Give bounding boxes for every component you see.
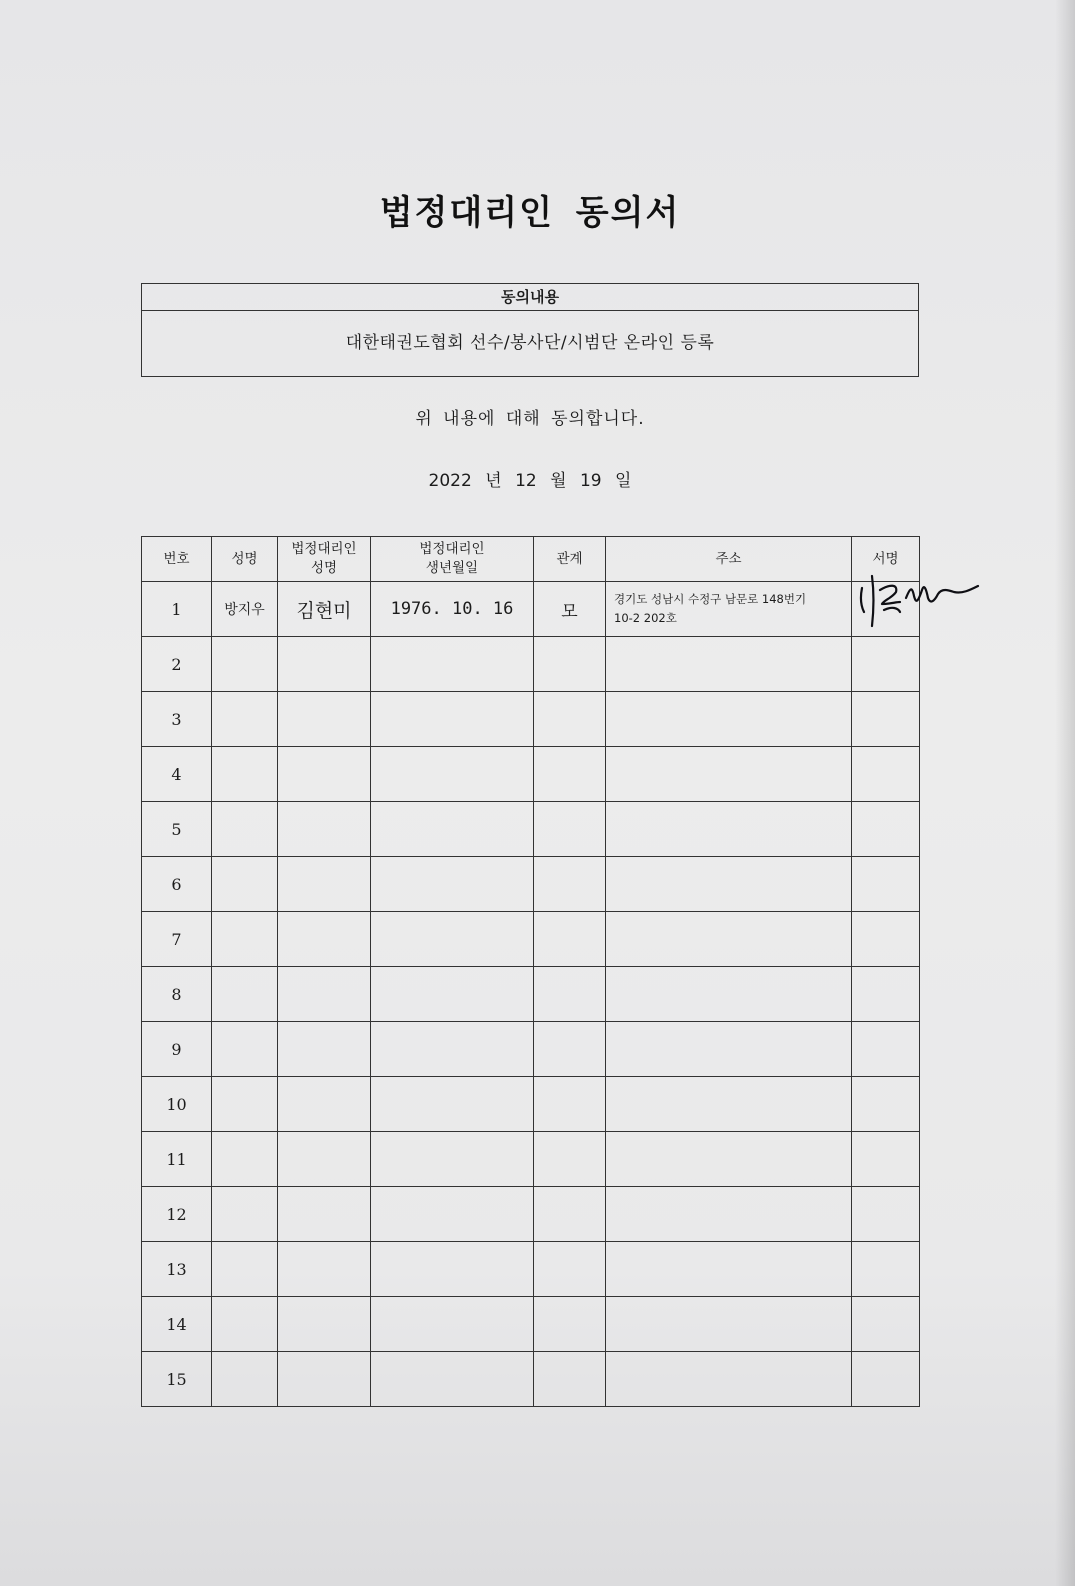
header-name: 성명 bbox=[212, 537, 278, 582]
relation-cell bbox=[534, 1022, 606, 1077]
guardian-birth-cell bbox=[371, 1077, 534, 1132]
row-number-cell: 9 bbox=[142, 1022, 212, 1077]
paper-edge-shadow bbox=[1055, 0, 1075, 1586]
guardian-birth-cell bbox=[371, 1297, 534, 1352]
signature-cell bbox=[852, 1132, 920, 1187]
header-guardian-name: 법정대리인 성명 bbox=[278, 537, 371, 582]
relation-cell bbox=[534, 1132, 606, 1187]
guardian-roster-table bbox=[141, 536, 920, 1407]
address-cell bbox=[606, 1297, 852, 1352]
address-cell bbox=[606, 1132, 852, 1187]
row-number-cell: 11 bbox=[142, 1132, 212, 1187]
signature-cell bbox=[852, 582, 920, 637]
student-name-cell bbox=[212, 857, 278, 912]
date-month: 12 bbox=[515, 471, 537, 491]
table-header-row bbox=[142, 537, 920, 582]
guardian-birth-cell bbox=[371, 967, 534, 1022]
agree-statement: 위 내용에 대해 동의합니다. bbox=[415, 409, 645, 429]
address-cell bbox=[606, 1352, 852, 1407]
guardian-birth-cell bbox=[371, 1187, 534, 1242]
address-cell bbox=[606, 912, 852, 967]
header-relation: 관계 bbox=[534, 537, 606, 582]
signature-cell bbox=[852, 802, 920, 857]
student-name-cell bbox=[212, 1297, 278, 1352]
relation-cell bbox=[534, 692, 606, 747]
header-number: 번호 bbox=[142, 537, 212, 582]
student-name-cell bbox=[212, 1242, 278, 1297]
guardian-name-cell bbox=[278, 1132, 371, 1187]
student-name-cell bbox=[212, 967, 278, 1022]
row-number-cell: 13 bbox=[142, 1242, 212, 1297]
table-row bbox=[142, 637, 920, 692]
student-name-cell bbox=[212, 1022, 278, 1077]
address-cell bbox=[606, 1187, 852, 1242]
signature-cell bbox=[852, 692, 920, 747]
guardian-name-cell bbox=[278, 747, 371, 802]
guardian-birth-cell bbox=[371, 802, 534, 857]
consent-text: 대한태권도협회 선수/봉사단/시범단 온라인 등록 bbox=[345, 333, 715, 353]
guardian-birth-cell bbox=[371, 1242, 534, 1297]
guardian-name-cell bbox=[278, 1297, 371, 1352]
table-row bbox=[142, 582, 920, 637]
address-cell bbox=[606, 1242, 852, 1297]
relation-cell bbox=[534, 857, 606, 912]
relation-cell: 모 bbox=[534, 582, 606, 637]
relation-cell bbox=[534, 967, 606, 1022]
guardian-birth-cell: 1976. 10. 16 bbox=[371, 582, 534, 637]
guardian-birth-cell bbox=[371, 857, 534, 912]
address-line: 경기도 성남시 수정구 남문로 148번기 bbox=[614, 592, 807, 606]
student-name-cell bbox=[212, 1077, 278, 1132]
signature-cell bbox=[852, 1352, 920, 1407]
address-cell bbox=[606, 1022, 852, 1077]
relation-cell bbox=[534, 1297, 606, 1352]
signature-cell bbox=[852, 1022, 920, 1077]
guardian-name-cell bbox=[278, 1352, 371, 1407]
row-number-cell: 5 bbox=[142, 802, 212, 857]
table-row bbox=[142, 802, 920, 857]
date-year-unit: 년 bbox=[485, 471, 502, 491]
signature-cell bbox=[852, 1187, 920, 1242]
row-number-cell: 10 bbox=[142, 1077, 212, 1132]
student-name-cell bbox=[212, 637, 278, 692]
row-number-cell: 8 bbox=[142, 967, 212, 1022]
guardian-name-cell bbox=[278, 1187, 371, 1242]
signature-cell bbox=[852, 967, 920, 1022]
relation-cell bbox=[534, 802, 606, 857]
consent-box bbox=[141, 283, 919, 377]
row-number-cell: 2 bbox=[142, 637, 212, 692]
header-address: 주소 bbox=[606, 537, 852, 582]
table-row bbox=[142, 1297, 920, 1352]
guardian-birth-cell bbox=[371, 637, 534, 692]
guardian-birth-cell bbox=[371, 692, 534, 747]
guardian-birth-cell bbox=[371, 912, 534, 967]
row-number-cell: 4 bbox=[142, 747, 212, 802]
guardian-name-cell bbox=[278, 692, 371, 747]
row-number-cell: 14 bbox=[142, 1297, 212, 1352]
guardian-name-cell bbox=[278, 967, 371, 1022]
date-year: 2022 bbox=[428, 471, 472, 491]
guardian-name-cell bbox=[278, 1242, 371, 1297]
address-cell bbox=[606, 747, 852, 802]
student-name-cell bbox=[212, 747, 278, 802]
table-row bbox=[142, 1242, 920, 1297]
date-month-unit: 월 bbox=[550, 471, 567, 491]
guardian-birth-cell bbox=[371, 1132, 534, 1187]
table-row bbox=[142, 1022, 920, 1077]
address-cell bbox=[606, 637, 852, 692]
relation-cell bbox=[534, 1077, 606, 1132]
table-row bbox=[142, 1132, 920, 1187]
address-cell bbox=[606, 692, 852, 747]
student-name-cell bbox=[212, 802, 278, 857]
guardian-name-cell bbox=[278, 857, 371, 912]
guardian-name-cell bbox=[278, 912, 371, 967]
guardian-name-cell bbox=[278, 802, 371, 857]
guardian-birth-cell bbox=[371, 1022, 534, 1077]
consent-header: 동의내용 bbox=[142, 284, 918, 311]
relation-cell bbox=[534, 637, 606, 692]
relation-cell bbox=[534, 1352, 606, 1407]
guardian-name-cell bbox=[278, 637, 371, 692]
signature-cell bbox=[852, 1242, 920, 1297]
table-row bbox=[142, 1077, 920, 1132]
table-row bbox=[142, 1352, 920, 1407]
guardian-birth-cell bbox=[371, 1352, 534, 1407]
table-row bbox=[142, 857, 920, 912]
guardian-name-cell bbox=[278, 1077, 371, 1132]
student-name-cell bbox=[212, 912, 278, 967]
date-day-unit: 일 bbox=[615, 471, 632, 491]
address-line: 10-2 202호 bbox=[614, 611, 677, 625]
student-name-cell bbox=[212, 1187, 278, 1242]
student-name-cell bbox=[212, 1352, 278, 1407]
student-name-cell bbox=[212, 692, 278, 747]
relation-cell bbox=[534, 912, 606, 967]
address-cell bbox=[606, 857, 852, 912]
date-line bbox=[0, 466, 1060, 491]
table-row bbox=[142, 747, 920, 802]
document-title: 법정대리인 동의서 bbox=[379, 193, 681, 233]
row-number-cell: 1 bbox=[142, 582, 212, 637]
address-cell bbox=[606, 582, 852, 637]
student-name-cell bbox=[212, 1132, 278, 1187]
row-number-cell: 7 bbox=[142, 912, 212, 967]
address-cell bbox=[606, 1077, 852, 1132]
address-cell bbox=[606, 802, 852, 857]
table-row bbox=[142, 692, 920, 747]
signature-cell bbox=[852, 857, 920, 912]
table-row bbox=[142, 912, 920, 967]
guardian-name-cell bbox=[278, 1022, 371, 1077]
relation-cell bbox=[534, 1242, 606, 1297]
header-guardian-birth: 법정대리인 생년월일 bbox=[371, 537, 534, 582]
signature-cell bbox=[852, 747, 920, 802]
relation-cell bbox=[534, 1187, 606, 1242]
address-cell bbox=[606, 967, 852, 1022]
relation-cell bbox=[534, 747, 606, 802]
guardian-birth-cell bbox=[371, 747, 534, 802]
row-number-cell: 15 bbox=[142, 1352, 212, 1407]
row-number-cell: 6 bbox=[142, 857, 212, 912]
signature-cell bbox=[852, 912, 920, 967]
table-row bbox=[142, 1187, 920, 1242]
signature-cell bbox=[852, 637, 920, 692]
row-number-cell: 3 bbox=[142, 692, 212, 747]
signature-cell bbox=[852, 1077, 920, 1132]
guardian-name-cell: 김현미 bbox=[278, 582, 371, 637]
date-day: 19 bbox=[579, 471, 602, 491]
table-row bbox=[142, 967, 920, 1022]
student-name-cell: 방지우 bbox=[212, 582, 278, 637]
signature-cell bbox=[852, 1297, 920, 1352]
row-number-cell: 12 bbox=[142, 1187, 212, 1242]
header-signature: 서명 bbox=[852, 537, 920, 582]
